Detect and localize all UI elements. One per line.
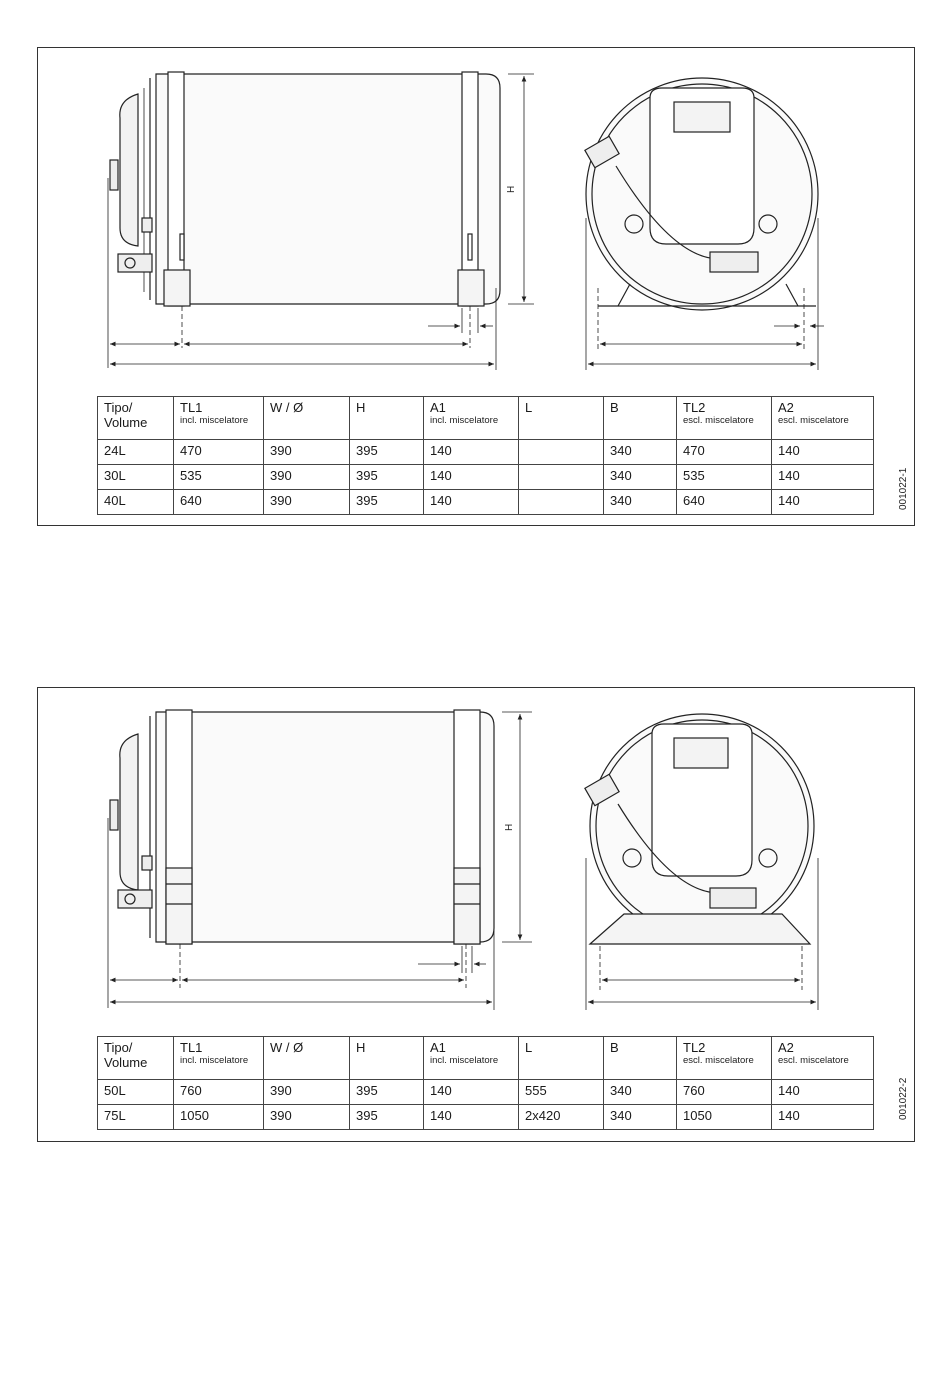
col-header-l: L [519,1037,604,1080]
table-row: 75L 1050 390 395 140 2x420 340 1050 140 [98,1105,874,1130]
height-dimension-label: H [506,185,517,193]
table-row: 40L 640 390 395 140 340 640 140 [98,490,874,515]
table-header-row [98,1037,874,1080]
col-header-a2: A2 escl. miscelatore [772,1037,874,1080]
water-heater-drawing-1 [38,48,916,388]
table-header-row [98,397,874,440]
col-header-type: Tipo/ Volume [98,1037,174,1080]
col-header-h: H [350,1037,424,1080]
figure-id-label: 001022-1 [898,467,909,510]
height-dimension-label: H [504,823,515,831]
col-header-tl2: TL2 escl. miscelatore [677,1037,772,1080]
col-header-l: L [519,397,604,440]
figure-panel-2 [37,687,915,1142]
col-header-b: B [604,397,677,440]
col-header-w: W / Ø [264,1037,350,1080]
spec-table-2 [97,1036,874,1130]
front-view [585,714,814,944]
col-header-a1: A1 incl. miscelatore [424,397,519,440]
figure-id-label: 001022-2 [898,1077,909,1120]
side-view [110,72,500,306]
col-header-tl1: TL1 incl. miscelatore [174,397,264,440]
side-view [110,710,494,944]
col-header-a2: A2 escl. miscelatore [772,397,874,440]
col-header-tl1: TL1 incl. miscelatore [174,1037,264,1080]
col-header-h: H [350,397,424,440]
figure-panel-1 [37,47,915,526]
table-row: 24L 470 390 395 140 340 470 140 [98,440,874,465]
col-header-a1: A1 incl. miscelatore [424,1037,519,1080]
table-row: 50L 760 390 395 140 555 340 760 140 [98,1080,874,1105]
water-heater-drawing-2 [38,688,916,1028]
col-header-type: Tipo/ Volume [98,397,174,440]
col-header-tl2: TL2 escl. miscelatore [677,397,772,440]
col-header-b: B [604,1037,677,1080]
table-row: 30L 535 390 395 140 340 535 140 [98,465,874,490]
col-header-w: W / Ø [264,397,350,440]
spec-table-1 [97,396,874,515]
front-view [585,78,818,310]
